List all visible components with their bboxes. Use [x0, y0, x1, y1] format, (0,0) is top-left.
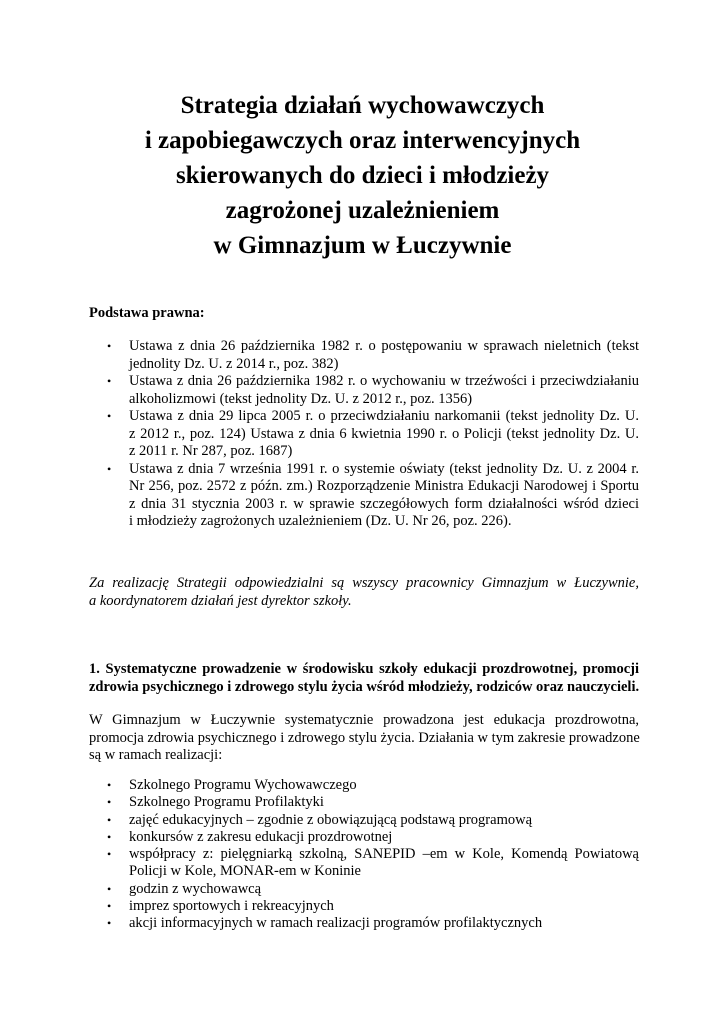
- bullet-icon: •: [107, 847, 112, 862]
- list-item-line: i młodzieży zagrożonych uzależnieniem (Dz. U. Nr 26, poz. 226).: [129, 513, 512, 529]
- bullet-icon: •: [107, 829, 112, 844]
- list-item-line: alkoholizmowi (tekst jednolity Dz. U. z 2012 r., poz. 1356): [129, 390, 473, 407]
- title-line: i zapobiegawczych oraz interwencyjnych: [144, 127, 581, 154]
- list-item-line: Ustawa z dnia 26 października 1982 r. o wychowaniu w trzeźwości i przeciwdziałaniu: [129, 373, 639, 389]
- legal-basis-list: [89, 338, 639, 531]
- list-item-line: z 2011 r. Nr 287, poz. 1687): [129, 443, 293, 459]
- list-item-line: z dnia 31 stycznia 2003 r. w sprawie szczegółowych form działalności wśród dzieci: [129, 495, 639, 512]
- section-1-heading: [89, 660, 639, 696]
- list-item: [89, 777, 639, 794]
- list-item: [89, 812, 639, 829]
- list-item: [89, 794, 639, 811]
- list-item-line: Nr 256, poz. 2572 z późn. zm.) Rozporządzenie Ministra Edukacji Narodowej i Sportu: [129, 478, 639, 494]
- list-item-line: Szkolnego Programu Wychowawczego: [129, 777, 357, 793]
- list-item-line: Policji w Kole, MONAR-em w Koninie: [129, 863, 361, 880]
- program-list: [89, 777, 639, 933]
- legal-basis-heading: Podstawa prawna:: [89, 305, 205, 321]
- title-line: zagrożonej uzależnieniem: [225, 197, 500, 224]
- list-item: [89, 846, 639, 881]
- bullet-icon: •: [107, 812, 112, 827]
- title-line: skierowanych do dzieci i młodzieży: [175, 162, 550, 189]
- bullet-icon: •: [107, 339, 112, 353]
- list-item: [89, 829, 639, 846]
- note-line: a koordynatorem działań jest dyrektor szkoły.: [89, 593, 352, 609]
- list-item: [89, 408, 639, 461]
- list-item: [89, 915, 639, 932]
- heading-line: zdrowia psychicznego i zdrowego stylu życia wśród młodzieży, rodziców oraz nauczycieli.: [89, 679, 640, 695]
- list-item: [89, 338, 639, 373]
- document-title: [60, 88, 665, 263]
- bullet-icon: •: [107, 795, 112, 810]
- bullet-icon: •: [107, 374, 112, 388]
- title-line: w Gimnazjum w Łuczywnie: [213, 232, 512, 259]
- title-line: Strategia działań wychowawczych: [180, 92, 545, 119]
- list-item: [89, 881, 639, 898]
- bullet-icon: •: [107, 778, 112, 792]
- list-item-line: Ustawa z dnia 26 października 1982 r. o postępowaniu w sprawach nieletnich (tekst: [129, 338, 639, 354]
- bullet-icon: •: [107, 916, 112, 931]
- list-item: [89, 461, 639, 531]
- paragraph-line: są w ramach realizacji:: [89, 747, 223, 763]
- bullet-icon: •: [107, 409, 112, 423]
- list-item-line: z 2012 r., poz. 124) Ustawa z dnia 6 kwietnia 1990 r. o Policji (tekst jednolity Dz. U.: [129, 425, 639, 442]
- list-item-line: imprez sportowych i rekreacyjnych: [129, 898, 334, 915]
- heading-line: 1. Systematyczne prowadzenie w środowisku szkoły edukacji prozdrowotnej, promocji: [89, 661, 639, 677]
- note-line: Za realizację Strategii odpowiedzialni są wszyscy pracownicy Gimnazjum w Łuczywnie,: [89, 575, 639, 591]
- list-item: [89, 373, 639, 408]
- list-item: [89, 898, 639, 915]
- bullet-icon: •: [107, 461, 112, 476]
- list-item-line: współpracy z: pielęgniarką szkolną, SANEPID –em w Kole, Komendą Powiatową: [129, 846, 639, 863]
- list-item-line: Ustawa z dnia 7 września 1991 r. o systemie oświaty (tekst jednolity Dz. U. z 2004 r.: [129, 460, 639, 477]
- responsibility-note: [89, 574, 639, 610]
- list-item-line: Ustawa z dnia 29 lipca 2005 r. o przeciwdziałaniu narkomanii (tekst jednolity Dz. U.: [129, 408, 639, 424]
- paragraph-line: W Gimnazjum w Łuczywnie systematycznie prowadzona jest edukacja prozdrowotna,: [89, 712, 639, 728]
- list-item-line: Szkolnego Programu Profilaktyki: [129, 794, 324, 811]
- list-item-line: jednolity Dz. U. z 2014 r., poz. 382): [129, 355, 339, 372]
- list-item-line: godzin z wychowawcą: [129, 880, 262, 897]
- paragraph-line: promocja zdrowia psychicznego i zdrowego stylu życia. Działania w tym zakresie prowadzone: [89, 729, 640, 746]
- bullet-icon: •: [107, 881, 112, 896]
- bullet-icon: •: [107, 899, 112, 914]
- section-1-paragraph: [89, 712, 639, 765]
- list-item-line: zajęć edukacyjnych – zgodnie z obowiązującą podstawą programową: [129, 811, 533, 828]
- list-item-line: konkursów z zakresu edukacji prozdrowotnej: [129, 828, 393, 845]
- list-item-line: akcji informacyjnych w ramach realizacji programów profilaktycznych: [129, 915, 543, 932]
